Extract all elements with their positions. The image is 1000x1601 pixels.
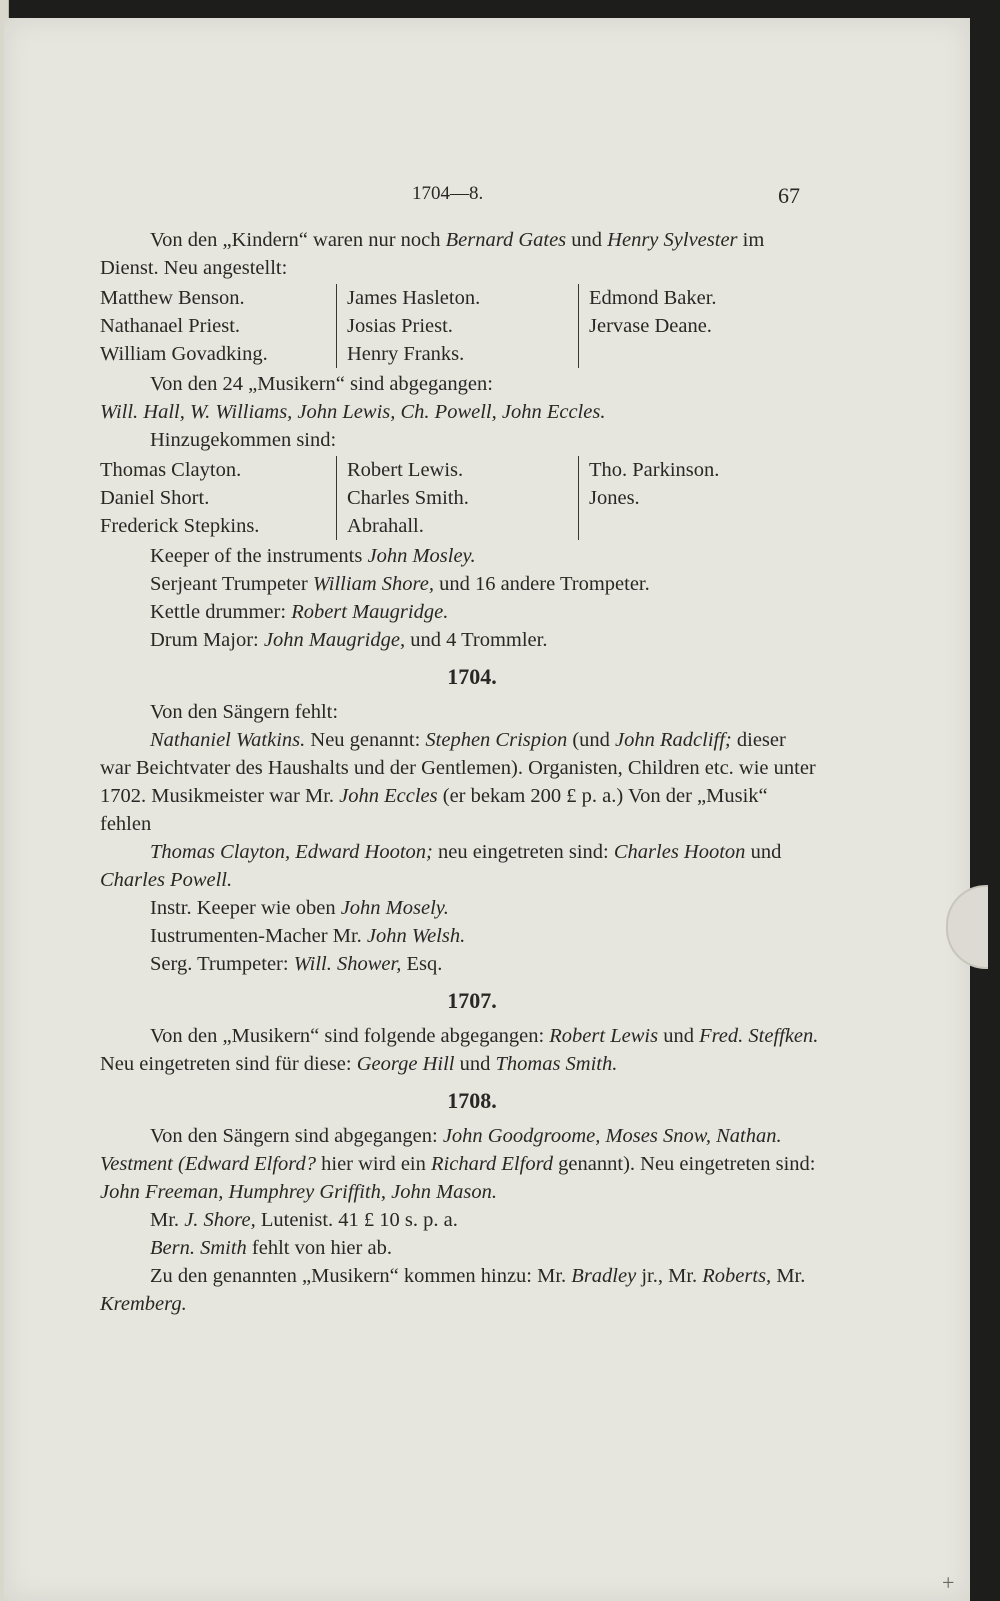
drum-line — [100, 626, 820, 654]
section-heading-1708: 1708. — [447, 1088, 497, 1113]
list-item: Daniel Short. — [100, 487, 210, 509]
name: Nathaniel Watkins. — [150, 729, 306, 751]
name: Thomas Smith. — [495, 1053, 618, 1075]
list-item: Matthew Benson. — [100, 287, 245, 309]
serg-trumpeter-line — [100, 950, 820, 978]
list-item: James Hasleton. — [347, 287, 481, 309]
name: John Mosley. — [367, 545, 476, 567]
text: neu eingetreten sind: — [432, 841, 614, 863]
intro-paragraph — [100, 226, 820, 282]
running-header — [0, 183, 1000, 213]
name: John Welsh. — [366, 925, 466, 947]
list-item: Charles Smith. — [347, 487, 469, 509]
name: Robert Maugridge. — [291, 601, 449, 623]
margin-mark: + — [942, 1570, 955, 1595]
serjeant-line — [100, 570, 820, 598]
name: John Mosely. — [340, 897, 449, 919]
text: Neu genannt: — [305, 729, 426, 751]
name: John Freeman, Humphrey Griffith, John Mason. — [100, 1181, 498, 1203]
departed-names — [100, 398, 820, 426]
text: Drum Major: — [150, 629, 264, 651]
name: Will. Shower, — [293, 953, 402, 975]
section-heading-1704: 1704. — [447, 664, 497, 689]
text: genannt). Neu eingetreten sind: — [553, 1153, 816, 1175]
list-item: Jervase Deane. — [589, 315, 712, 337]
smith-line — [100, 1234, 820, 1262]
departed-intro: Von den 24 „Musikern“ sind abgegangen: — [150, 373, 493, 395]
list-column — [336, 284, 578, 368]
name: Richard Elford — [431, 1153, 554, 1175]
name: Roberts, — [702, 1265, 772, 1287]
text: jr., Mr. — [636, 1265, 703, 1287]
list-item: Nathanael Priest. — [100, 315, 241, 337]
musik-paragraph — [100, 838, 820, 894]
paragraph-1708 — [100, 1122, 820, 1206]
text: Von den „Musikern“ sind folgende abgegangen: — [150, 1025, 550, 1047]
name: Kremberg. — [100, 1293, 187, 1315]
name: John Maugridge, — [263, 629, 406, 651]
list-column — [100, 456, 336, 540]
name: John Radcliff; — [615, 729, 732, 751]
text: Iustrumenten-Macher Mr. — [150, 925, 367, 947]
text: Mr. — [771, 1265, 806, 1287]
name: Fred. Steffken. — [699, 1025, 819, 1047]
name: Robert Lewis — [549, 1025, 659, 1047]
text: Von den Sängern sind abgegangen: — [150, 1125, 443, 1147]
text: Keeper of the instruments — [150, 545, 368, 567]
list-item: Edmond Baker. — [589, 287, 717, 309]
text: Lutenist. 41 £ 10 s. p. a. — [255, 1209, 458, 1231]
list-item: Jones. — [589, 487, 640, 509]
year-range: 1704—8. — [412, 183, 484, 204]
text: Kettle drummer: — [150, 601, 292, 623]
text: Serjeant Trumpeter — [150, 573, 313, 595]
name: Will. Hall, W. Williams, John Lewis, Ch. Powell, John Eccles. — [100, 401, 606, 423]
text: fehlt von hier ab. — [246, 1237, 392, 1259]
name: Charles Powell. — [100, 869, 233, 891]
name: Charles Hooton — [613, 841, 746, 863]
section-heading-1707: 1707. — [447, 988, 497, 1013]
name: William Shore, — [312, 573, 434, 595]
text: und 4 Trommler. — [405, 629, 548, 651]
text: und — [454, 1053, 496, 1075]
list-item: Josias Priest. — [347, 315, 453, 337]
list-item: Robert Lewis. — [347, 459, 464, 481]
list-item: Tho. Parkinson. — [589, 459, 720, 481]
added-list — [100, 456, 820, 540]
list-column — [578, 456, 778, 540]
additions-paragraph — [100, 1262, 820, 1318]
text: und 16 andere Trompeter. — [433, 573, 650, 595]
lutenist-line — [100, 1206, 820, 1234]
text: (er bekam 200 £ p. a.) Von der „Musik“ fehlen — [100, 785, 768, 835]
singers-paragraph — [100, 726, 820, 838]
new-hires-list — [100, 284, 820, 368]
paragraph-1707 — [100, 1022, 820, 1078]
text: Von den „Kindern“ waren nur noch — [150, 229, 446, 251]
name: Bernard Gates — [445, 229, 567, 251]
page-number: 67 — [778, 183, 800, 208]
text: Neu eingetreten sind für diese: — [100, 1053, 357, 1075]
instrument-maker-line — [100, 922, 820, 950]
text: und — [566, 229, 608, 251]
list-item: Abrahall. — [347, 515, 424, 537]
text: Instr. Keeper wie oben — [150, 897, 341, 919]
list-column — [578, 284, 778, 368]
page-body — [100, 226, 820, 1318]
text: hier wird ein — [316, 1153, 431, 1175]
list-column — [336, 456, 578, 540]
singers-intro: Von den Sängern fehlt: — [150, 701, 339, 723]
text: Mr. — [150, 1209, 185, 1231]
text: (und — [567, 729, 616, 751]
name: Thomas Clayton, Edward Hooton; — [150, 841, 433, 863]
list-item: William Govadking. — [100, 343, 268, 365]
text: dieser war Beichtvater des Haushalts und der Gentlemen). Organisten, Children etc. wie unter 1702. Musikmeister war Mr. — [100, 729, 816, 807]
instr-keeper-line — [100, 894, 820, 922]
name: Henry Sylvester — [607, 229, 738, 251]
kettle-line — [100, 598, 820, 626]
name: John Eccles — [339, 785, 438, 807]
name: George Hill — [356, 1053, 455, 1075]
name: Stephen Crispion — [425, 729, 568, 751]
text: im Dienst. Neu angestellt: — [100, 229, 765, 279]
text: Zu den genannten „Musikern“ kommen hinzu: Mr. — [150, 1265, 572, 1287]
text: und — [658, 1025, 700, 1047]
list-item: Thomas Clayton. — [100, 459, 242, 481]
name: Bradley — [571, 1265, 637, 1287]
text: Serg. Trumpeter: — [150, 953, 294, 975]
name: J. Shore, — [184, 1209, 256, 1231]
list-column — [100, 284, 336, 368]
keeper-line — [100, 542, 820, 570]
text: und — [745, 841, 782, 863]
list-item: Frederick Stepkins. — [100, 515, 260, 537]
added-intro: Hinzugekommen sind: — [150, 429, 337, 451]
text: Esq. — [401, 953, 443, 975]
list-item: Henry Franks. — [347, 343, 465, 365]
name: John Goodgroome, Moses Snow, Nathan. Vestment (Edward Elford? — [100, 1125, 782, 1175]
name: Bern. Smith — [150, 1237, 247, 1259]
